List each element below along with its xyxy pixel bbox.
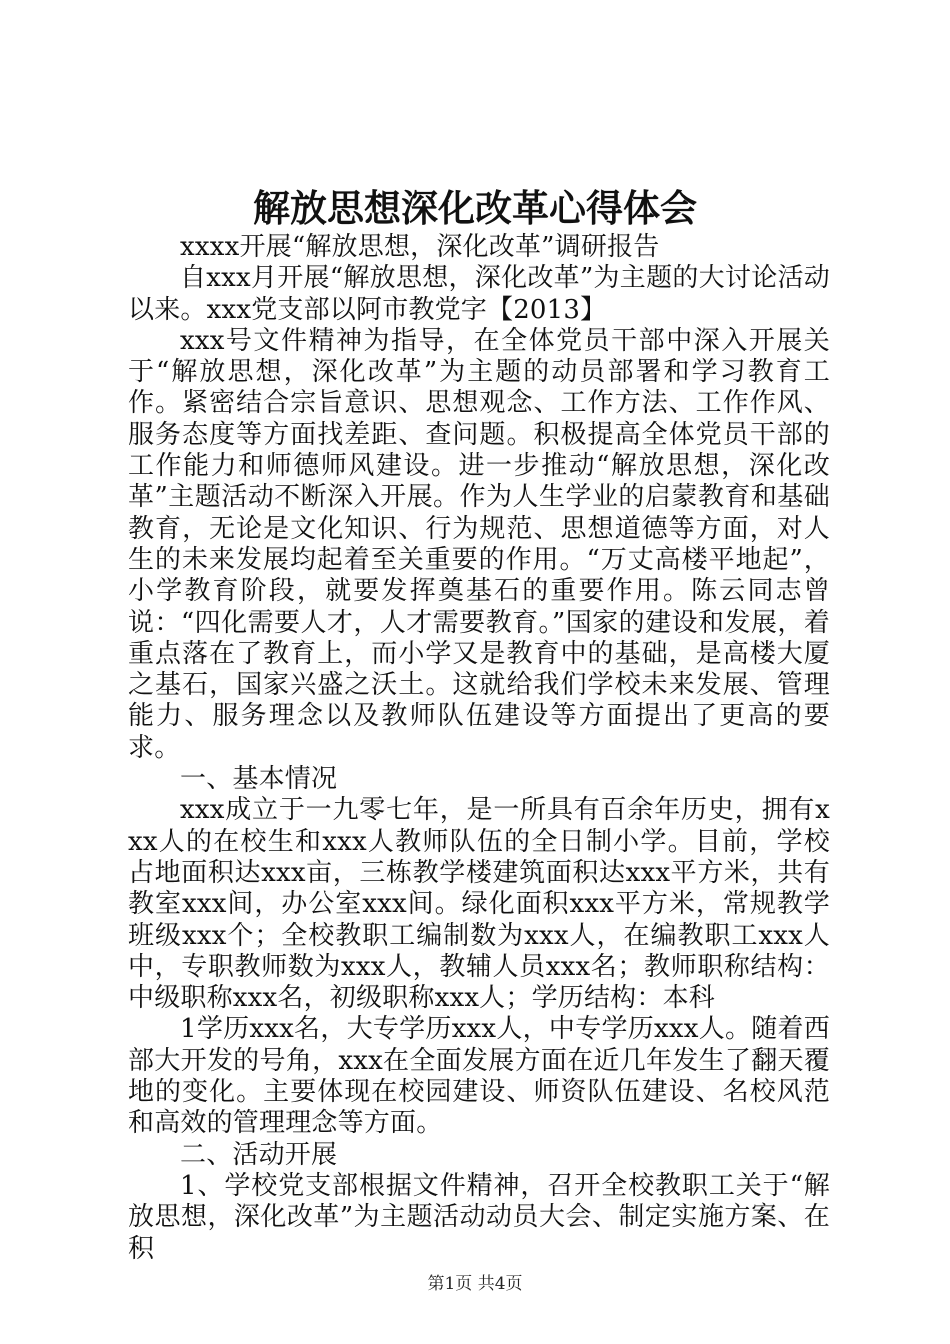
paragraph-school-profile: xxx成立于一九零七年，是一所具有百余年历史，拥有xxx人的在校生和xxx人教师队伍的全日制小学。目前，学校占地面积达xxx亩，三栋教学楼建筑面积达xxx平方米，共有教室xxx间，办公室xxx间。绿化面积xxx平方米，常规教学班级xxx个；全校教职工编制数为xxx人，在编教职工xxx人中，专职教师数为xxx人，教辅人员xxx名；教师职称结构：中级职称xxx名，初级职称xxx人；学历结构：本科 [128, 795, 830, 1014]
paragraph-intro: 自xxx月开展“解放思想，深化改革”为主题的大讨论活动以来。xxx党支部以阿市教党字【2013】 [128, 263, 830, 325]
paragraph-guidance: xxx号文件精神为指导，在全体党员干部中深入开展关于“解放思想，深化改革”为主题的动员部署和学习教育工作。紧密结合宗旨意识、思想观念、工作方法、工作作风、服务态度等方面找差距、查问题。积极提高全体党员干部的工作能力和师德师风建设。进一步推动“解放思想，深化改革”主题活动不断深入开展。作为人生学业的启蒙教育和基础教育，无论是文化知识、行为规范、思想道德等方面，对人生的未来发展均起着至关重要的作用。“万丈高楼平地起”，小学教育阶段，就要发挥奠基石的重要作用。陈云同志曾说：“四化需要人才，人才需要教育。”国家的建设和发展，着重点落在了教育上，而小学又是教育中的基础，是高楼大厦之基石，国家兴盛之沃土。这就给我们学校未来发展、管理能力、服务理念以及教师队伍建设等方面提出了更高的要求。 [128, 325, 830, 763]
document-title: 解放思想深化改革心得体会 [253, 186, 697, 230]
paragraph-school-development: 1学历xxx名，大专学历xxx人，中专学历xxx人。随着西部大开发的号角，xxx在全面发展方面在近几年发生了翻天覆地的变化。主要体现在校园建设、师资队伍建设、名校风范和高效的管理理念等方面。 [128, 1014, 830, 1139]
page-footer: 第1页 共4页 [427, 1274, 523, 1294]
section-heading-basic-situation: 一、基本情况 [180, 764, 338, 795]
section-heading-activities: 二、活动开展 [180, 1139, 338, 1170]
paragraph-activity-one: 1、学校党支部根据文件精神，召开全校教职工关于“解放思想，深化改革”为主题活动动员大会、制定实施方案、在积 [128, 1170, 830, 1264]
document-body [128, 232, 830, 1265]
paragraph-report-heading: xxxx开展“解放思想，深化改革”调研报告 [180, 232, 660, 262]
